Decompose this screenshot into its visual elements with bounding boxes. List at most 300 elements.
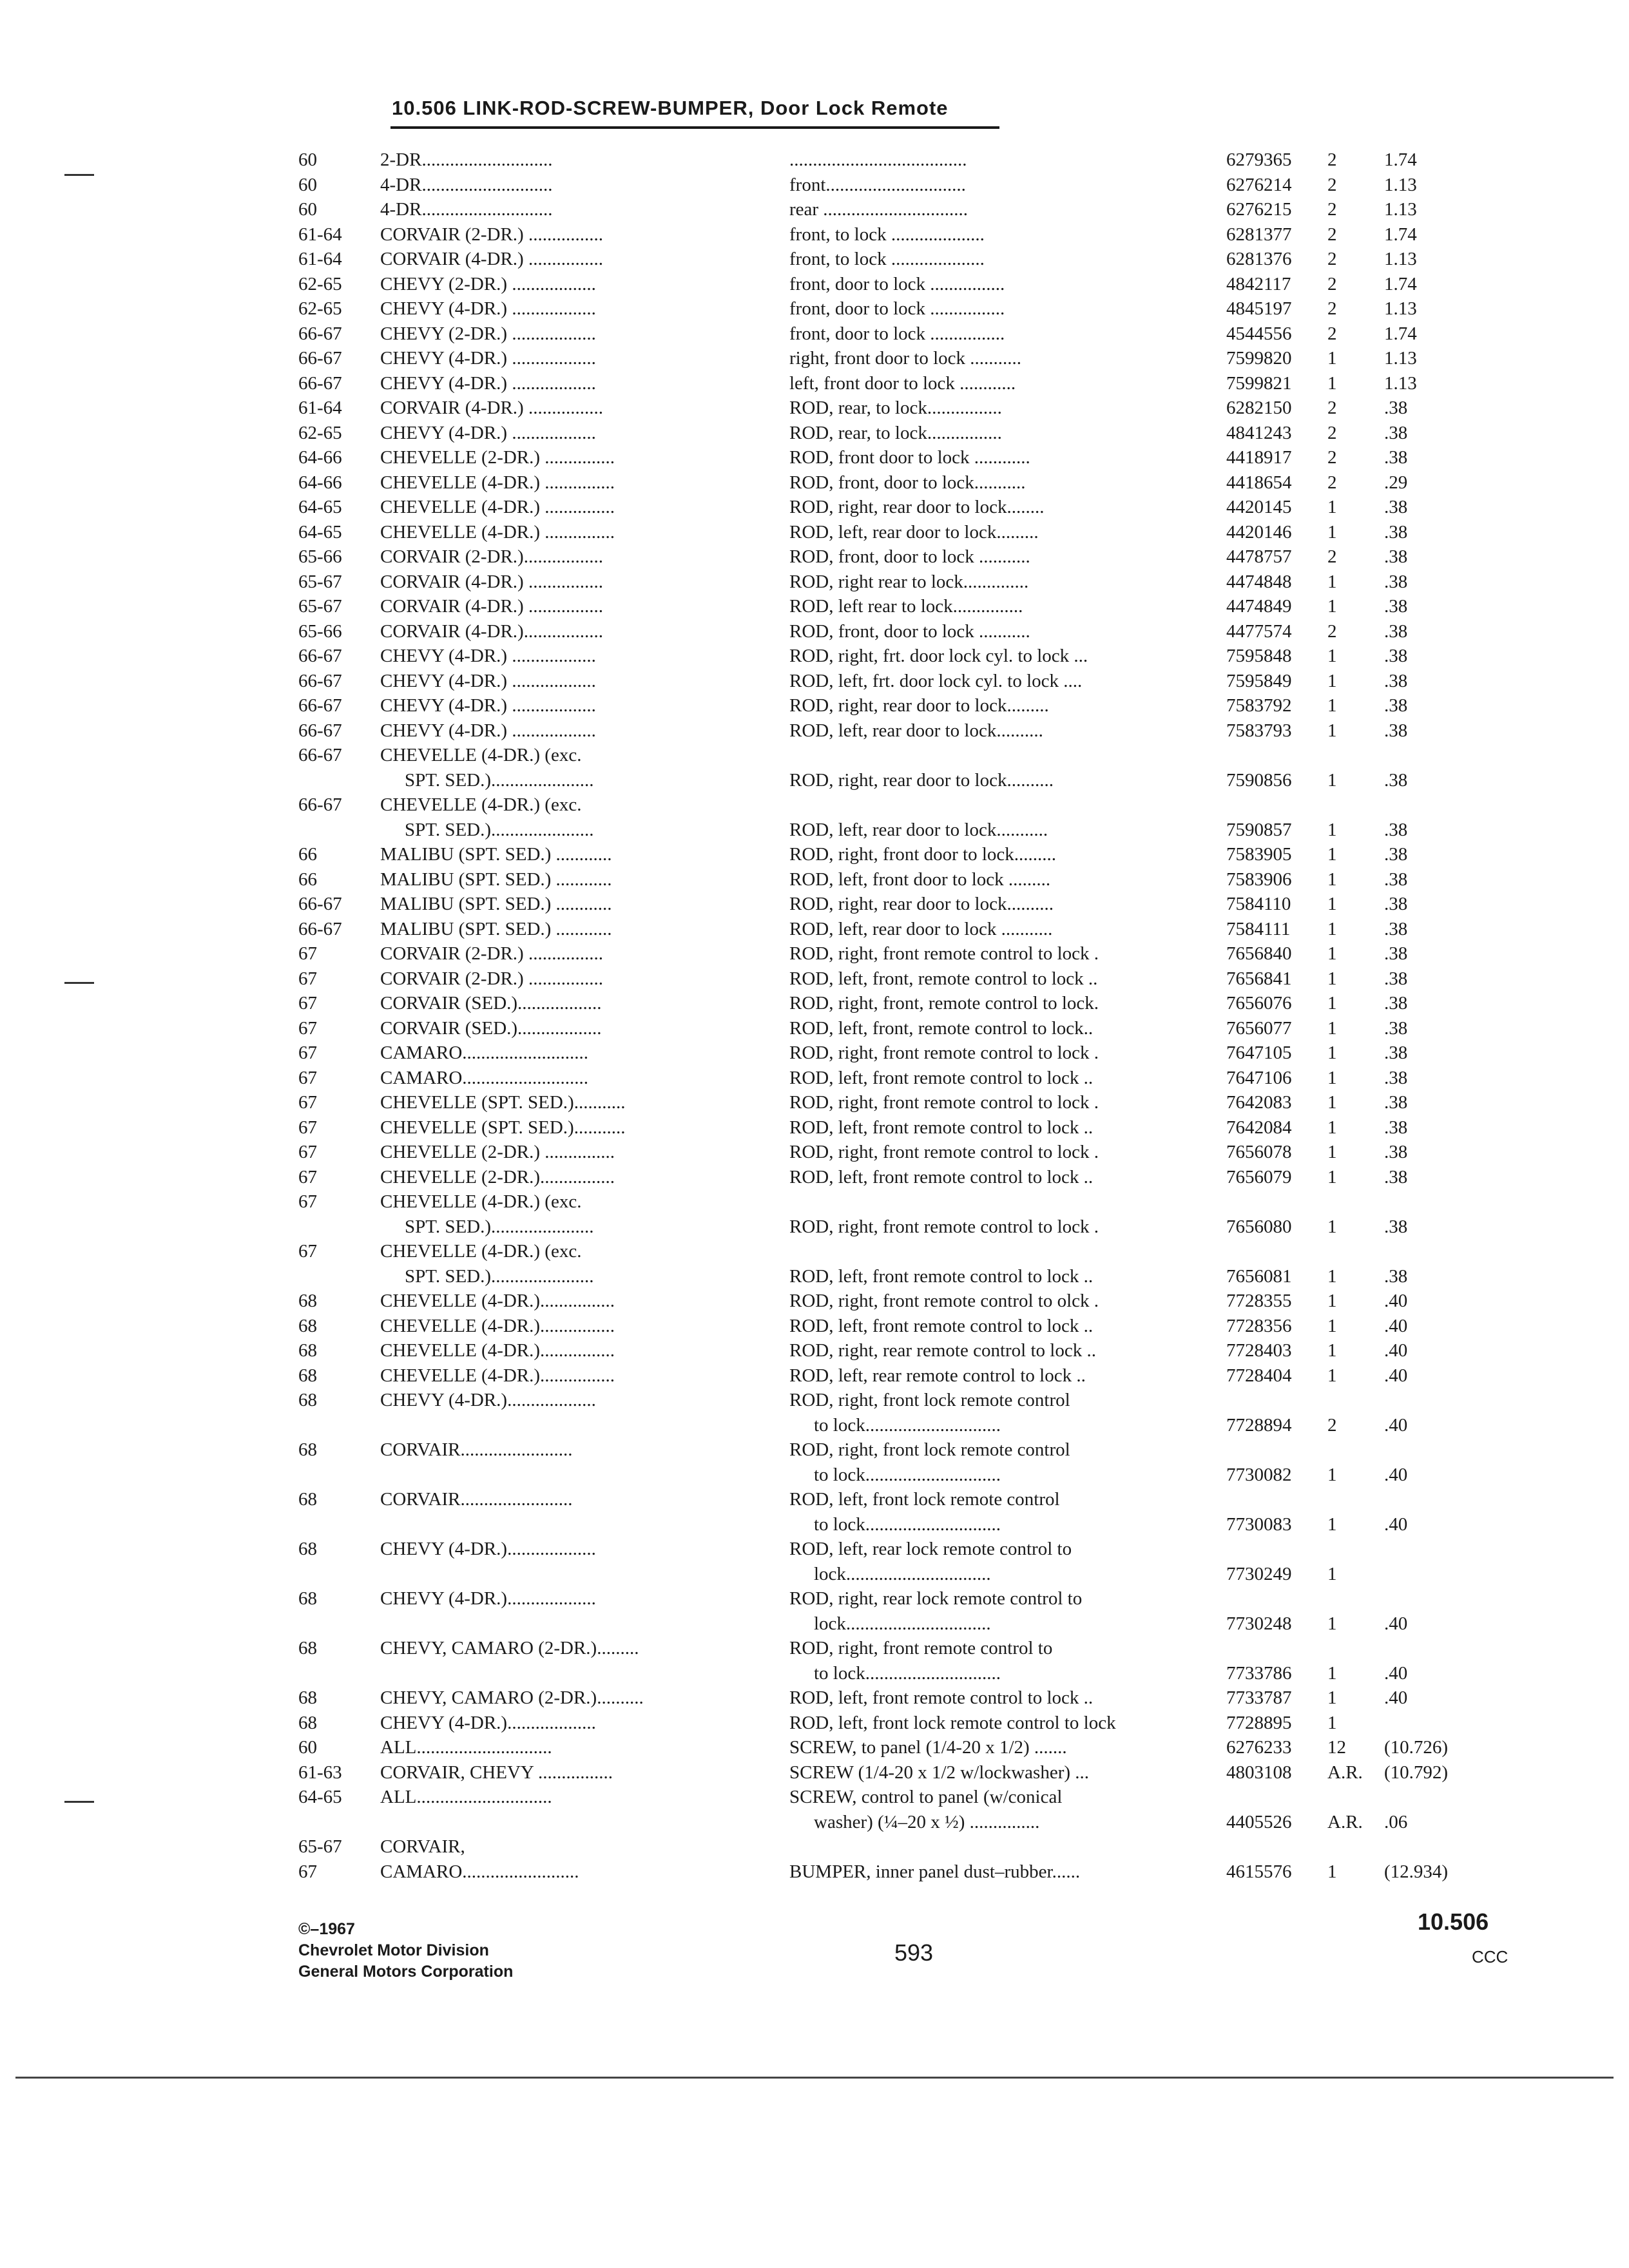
description-cell [789,1834,1228,1860]
description-cell [789,371,1228,396]
description-line: front, door to lock ................ [789,273,1005,294]
table-row [0,173,1629,198]
description-line: ROD, right, rear door to lock........ [789,497,1045,517]
model-line: CORVAIR (4-DR.) ................ [380,398,603,418]
quantity-cell: 1 [1327,348,1337,369]
price-cell: (12.934) [1384,1861,1449,1882]
description-line: ROD, right, front remote control to lock . [789,1142,1099,1162]
model-cell [380,991,754,1016]
model-cell [380,669,754,694]
model-cell [380,1289,754,1314]
description-line: ROD, right, rear door to lock......... [789,695,1049,716]
quantity-cell: A.R. [1327,1811,1363,1832]
description-line: ROD, left, rear remote control to lock .. [789,1365,1086,1386]
description-cell [789,272,1228,297]
model-line: CHEVELLE (4-DR.) ............... [380,472,615,493]
model-line: 4-DR............................ [380,174,553,195]
price-cell: .38 [1384,447,1408,468]
description-line: ROD, right, front lock remote control [789,1439,1070,1460]
model-cell [380,570,754,595]
model-cell [380,693,754,718]
description-cell [789,669,1228,694]
price-cell: .38 [1384,1092,1408,1113]
model-line: CHEVELLE (2-DR.) ............... [380,447,615,468]
description-cell [789,693,1228,718]
year-cell: 67 [298,1142,317,1162]
quantity-cell: 1 [1327,943,1337,964]
description-line: lock............................... [814,1563,991,1584]
price-cell: .40 [1384,1291,1408,1311]
model-cell [380,743,754,793]
part-number-cell: 7656081 [1226,1265,1292,1287]
model-line: CAMARO........................... [380,1067,589,1088]
price-cell: .38 [1384,546,1408,567]
price-cell: .38 [1384,720,1408,741]
model-line: CHEVY, CAMARO (2-DR.).......... [380,1687,644,1708]
table-row [0,867,1629,892]
part-number-cell: 4477574 [1226,620,1292,642]
description-cell [789,1165,1228,1190]
model-line: CORVAIR (4-DR.)................. [380,620,603,642]
year-cell: 66 [298,869,317,890]
model-cell [380,793,754,842]
description-line: ROD, left, front remote control to lock .. [789,1067,1094,1088]
table-row [0,520,1629,545]
price-cell: 1.74 [1384,323,1417,344]
part-number-cell: 7656840 [1226,943,1292,964]
model-cell [380,917,754,942]
description-line: ROD, right, front lock remote control [789,1390,1070,1410]
model-cell [380,1388,754,1437]
price-cell: .38 [1384,620,1408,642]
year-cell: 61-64 [298,224,342,245]
description-cell [789,917,1228,942]
model-line: ALL............................. [380,1787,552,1807]
model-cell [380,1239,754,1289]
model-line: CHEVY (4-DR.) .................. [380,720,596,741]
description-line: ROD, left, front door to lock ......... [789,869,1051,890]
table-row [0,1115,1629,1140]
description-line: ROD, right, front remote control to lock . [789,1092,1099,1113]
quantity-cell: 1 [1327,596,1337,617]
model-line: CHEVELLE (2-DR.) ............... [380,1142,615,1162]
table-row [0,1388,1629,1437]
model-line: 2-DR............................ [380,149,553,170]
description-cell [789,148,1228,173]
model-cell [380,520,754,545]
model-line: SPT. SED.)...................... [405,769,594,791]
part-number-cell: 7583792 [1226,695,1292,716]
description-cell [789,1487,1228,1537]
part-number-cell: 7590856 [1226,769,1292,791]
quantity-cell: 2 [1327,447,1337,468]
description-line: ROD, left, front remote control to lock .. [789,1265,1094,1287]
model-cell [380,1537,754,1586]
quantity-cell: 2 [1327,546,1337,567]
part-number-cell: 6281376 [1226,249,1292,269]
quantity-cell: 1 [1327,1464,1337,1485]
part-number-cell: 7583905 [1226,844,1292,865]
part-number-cell: 7595848 [1226,646,1292,666]
description-line: ROD, front, door to lock........... [789,472,1026,493]
division-name: Chevrolet Motor Division [298,1941,489,1959]
part-number-cell: 7656078 [1226,1142,1292,1162]
part-number-cell: 7583906 [1226,869,1292,890]
quantity-cell: 2 [1327,199,1337,220]
price-cell: .40 [1384,1365,1408,1386]
table-row [0,1735,1629,1760]
quantity-cell: 1 [1327,1043,1337,1063]
part-number-cell: 7733787 [1226,1687,1292,1708]
year-cell: 65-67 [298,1836,342,1857]
price-cell: .40 [1384,1613,1408,1634]
year-cell: 62-65 [298,298,342,319]
quantity-cell: 2 [1327,298,1337,319]
model-line: CHEVY (4-DR.) .................. [380,695,596,716]
model-cell [380,495,754,520]
description-line: ROD, left, rear lock remote control to [789,1539,1072,1559]
model-line: CORVAIR........................ [380,1439,573,1460]
description-line [789,743,1228,768]
price-cell: .38 [1384,422,1408,443]
year-cell: 67 [298,1861,317,1882]
description-line: to lock............................. [814,1662,1001,1684]
year-cell: 65-67 [298,571,342,592]
table-row [0,1636,1629,1686]
description-cell [789,842,1228,867]
description-cell [789,718,1228,744]
table-row [0,247,1629,272]
year-cell: 67 [298,1191,317,1212]
part-number-cell: 7728894 [1226,1414,1292,1436]
description-line: front, door to lock ................ [789,323,1005,344]
table-row [0,991,1629,1016]
quantity-cell: 1 [1327,1067,1337,1088]
description-line: front, door to lock ................ [789,298,1005,319]
table-row [0,842,1629,867]
model-line: CHEVY (2-DR.) .................. [380,273,596,294]
quantity-cell: 1 [1327,1514,1337,1535]
part-number-cell: 4474849 [1226,596,1292,617]
footer-credits [298,1919,513,1983]
quantity-cell: 1 [1327,844,1337,865]
price-cell: .38 [1384,1117,1408,1138]
year-cell: 60 [298,1737,317,1758]
model-cell [380,371,754,396]
description-line: to lock............................. [814,1414,1001,1436]
model-cell [380,470,754,495]
quantity-cell: 1 [1327,769,1337,791]
quantity-cell: A.R. [1327,1762,1363,1783]
table-row [0,322,1629,347]
quantity-cell: 2 [1327,323,1337,344]
part-number-cell: 4405526 [1226,1811,1292,1832]
model-cell [380,1487,754,1537]
year-cell: 68 [298,1539,317,1559]
description-line: ROD, left, rear door to lock.......... [789,720,1043,741]
model-line: CHEVY (4-DR.) .................. [380,298,596,319]
year-cell: 68 [298,1365,317,1386]
quantity-cell: 1 [1327,1117,1337,1138]
year-cell: 64-66 [298,472,342,493]
price-cell: 1.74 [1384,149,1417,170]
price-cell: .38 [1384,695,1408,716]
table-row [0,1338,1629,1363]
price-cell: .38 [1384,943,1408,964]
description-cell [789,544,1228,570]
year-cell: 68 [298,1489,317,1510]
quantity-cell: 2 [1327,149,1337,170]
description-line: ...................................... [789,149,967,170]
description-line: to lock............................. [814,1464,1001,1485]
quantity-cell: 1 [1327,1340,1337,1361]
part-number-cell: 4474848 [1226,571,1292,592]
model-line: MALIBU (SPT. SED.) ............ [380,869,612,890]
table-row [0,470,1629,495]
year-cell: 66-67 [298,894,342,914]
year-cell: 61-63 [298,1762,342,1783]
model-cell [380,346,754,371]
table-row [0,1686,1629,1711]
part-number-cell: 4544556 [1226,323,1292,344]
quantity-cell: 2 [1327,273,1337,294]
part-number-cell: 7647106 [1226,1067,1292,1088]
description-cell [789,396,1228,421]
description-line: ROD, right, front remote control to lock . [789,943,1099,964]
part-number-cell: 7595849 [1226,670,1292,691]
model-cell [380,1016,754,1041]
year-cell: 65-67 [298,596,342,617]
table-row [0,1165,1629,1190]
model-line: CORVAIR (2-DR.) ................ [380,943,603,964]
model-cell [380,1834,754,1860]
part-number-cell: 4845197 [1226,298,1292,319]
model-line: CHEVELLE (4-DR.) ............... [380,497,615,517]
model-cell [380,842,754,867]
quantity-cell: 1 [1327,571,1337,592]
price-cell: .38 [1384,1166,1408,1187]
quantity-cell: 1 [1327,819,1337,840]
part-number-cell: 7647105 [1226,1043,1292,1063]
description-cell [789,1363,1228,1389]
price-cell: .38 [1384,1043,1408,1063]
model-cell [380,1586,754,1636]
description-cell [789,941,1228,966]
model-cell [380,197,754,222]
model-cell [380,148,754,173]
description-line [789,1239,1228,1264]
quantity-cell: 1 [1327,497,1337,517]
year-cell: 68 [298,1340,317,1361]
model-line: SPT. SED.)...................... [405,819,594,840]
year-cell: 67 [298,1017,317,1039]
price-cell: .38 [1384,918,1408,939]
table-row [0,570,1629,595]
description-cell [789,222,1228,247]
description-cell [789,1686,1228,1711]
description-cell [789,1785,1228,1834]
price-cell: .38 [1384,571,1408,592]
model-line: CORVAIR (4-DR.) ................ [380,571,603,592]
part-number-cell: 7728403 [1226,1340,1292,1361]
price-cell: .29 [1384,472,1408,493]
table-row [0,743,1629,793]
price-cell: 1.13 [1384,298,1417,319]
table-row [0,619,1629,644]
model-line: CORVAIR........................ [380,1489,573,1510]
description-cell [789,1388,1228,1437]
model-cell [380,867,754,892]
model-line: CORVAIR (2-DR.)................. [380,546,603,567]
model-cell [380,1860,754,1885]
year-cell: 67 [298,1067,317,1088]
year-cell: 66-67 [298,348,342,369]
description-line: ROD, right, front remote control to olck . [789,1291,1099,1311]
description-line: ROD, left, front, remote control to lock .. [789,968,1098,989]
model-line [380,1810,754,1835]
quantity-cell: 1 [1327,372,1337,394]
part-number-cell: 7728356 [1226,1315,1292,1336]
price-cell: .40 [1384,1514,1408,1535]
year-cell: 66-67 [298,646,342,666]
table-row [0,1189,1629,1239]
model-line: CHEVELLE (SPT. SED.)........... [380,1092,626,1113]
part-number-cell: 7730082 [1226,1464,1292,1485]
model-line: ALL............................. [380,1737,552,1758]
model-line: CHEVELLE (4-DR.)................ [380,1340,615,1361]
table-row [0,346,1629,371]
price-cell: .38 [1384,521,1408,543]
model-line: CHEVY (4-DR.) .................. [380,670,596,691]
year-cell: 65-66 [298,620,342,642]
table-row [0,495,1629,520]
quantity-cell: 1 [1327,1687,1337,1708]
price-cell: 1.13 [1384,199,1417,220]
description-cell [789,322,1228,347]
description-cell [789,1711,1228,1736]
part-number-cell: 7584111 [1226,918,1291,939]
description-line: ROD, left, front lock remote control [789,1489,1060,1510]
description-cell [789,495,1228,520]
price-cell: .38 [1384,819,1408,840]
description-line: right, front door to lock ........... [789,348,1022,369]
year-cell: 67 [298,993,317,1014]
year-cell: 68 [298,1390,317,1410]
table-row [0,1834,1629,1860]
quantity-cell: 1 [1327,1166,1337,1187]
description-line: ROD, right, front remote control to [789,1638,1053,1658]
description-line: ROD, left, front, remote control to lock.. [789,1017,1094,1039]
part-number-cell: 7730083 [1226,1514,1292,1535]
model-line: CHEVY (2-DR.) .................. [380,323,596,344]
quantity-cell: 1 [1327,646,1337,666]
model-line: CHEVELLE (2-DR.)................ [380,1166,615,1187]
year-cell: 66-67 [298,695,342,716]
table-row [0,718,1629,744]
quantity-cell: 1 [1327,1712,1337,1733]
part-number-cell: 7656079 [1226,1166,1292,1187]
part-number-cell: 4803108 [1226,1762,1292,1783]
quantity-cell: 1 [1327,720,1337,741]
quantity-cell: 2 [1327,249,1337,269]
price-cell: .38 [1384,670,1408,691]
part-number-cell: 6276215 [1226,199,1292,220]
description-line: to lock............................. [814,1514,1001,1535]
table-row [0,445,1629,470]
part-number-cell: 7733786 [1226,1662,1292,1684]
year-cell: 67 [298,1092,317,1113]
description-line: ROD, left rear to lock............... [789,596,1023,617]
price-cell: .38 [1384,993,1408,1014]
description-cell [789,520,1228,545]
model-line [380,1611,754,1637]
part-number-cell: 7728404 [1226,1365,1292,1386]
price-cell: .38 [1384,1216,1408,1237]
year-cell: 67 [298,1166,317,1187]
model-line: CAMARO......................... [380,1861,579,1882]
quantity-cell: 1 [1327,670,1337,691]
table-row [0,296,1629,322]
model-line: CHEVELLE (4-DR.)................ [380,1315,615,1336]
model-line: CHEVY, CAMARO (2-DR.)......... [380,1638,639,1658]
parts-table [0,148,1629,1884]
table-row [0,941,1629,966]
description-cell [789,1338,1228,1363]
price-cell: .40 [1384,1687,1408,1708]
model-line: CHEVY (4-DR.) .................. [380,348,596,369]
model-cell [380,644,754,669]
description-cell [789,1016,1228,1041]
model-line: CORVAIR, CHEVY ................ [380,1762,613,1783]
table-row [0,917,1629,942]
part-number-cell: 7728355 [1226,1291,1292,1311]
model-cell [380,296,754,322]
description-cell [789,966,1228,992]
model-cell [380,1735,754,1760]
year-cell: 67 [298,943,317,964]
part-number-cell: 7656076 [1226,993,1292,1014]
model-cell [380,1115,754,1140]
year-cell: 60 [298,174,317,195]
model-cell [380,941,754,966]
table-row [0,148,1629,173]
quantity-cell: 2 [1327,422,1337,443]
year-cell: 61-64 [298,249,342,269]
model-cell [380,1785,754,1834]
year-cell: 66-67 [298,720,342,741]
model-line: CHEVY (4-DR.) .................. [380,372,596,394]
description-cell [789,1090,1228,1115]
price-cell: 1.74 [1384,224,1417,245]
year-cell: 67 [298,1117,317,1138]
model-cell [380,1165,754,1190]
description-line: ROD, front, door to lock ........... [789,620,1030,642]
quantity-cell: 1 [1327,993,1337,1014]
model-line: CHEVY (4-DR.)................... [380,1390,596,1410]
year-cell: 64-65 [298,1787,342,1807]
table-row [0,1289,1629,1314]
table-row [0,396,1629,421]
description-line: ROD, right rear to lock.............. [789,571,1029,592]
part-number-cell: 6282150 [1226,398,1292,418]
price-cell: .38 [1384,1142,1408,1162]
description-cell [789,644,1228,669]
part-number-cell: 6281377 [1226,224,1292,245]
description-line: ROD, left, rear door to lock ........... [789,918,1053,939]
description-cell [789,173,1228,198]
description-line: ROD, rear, to lock................ [789,398,1002,418]
price-cell: .38 [1384,869,1408,890]
